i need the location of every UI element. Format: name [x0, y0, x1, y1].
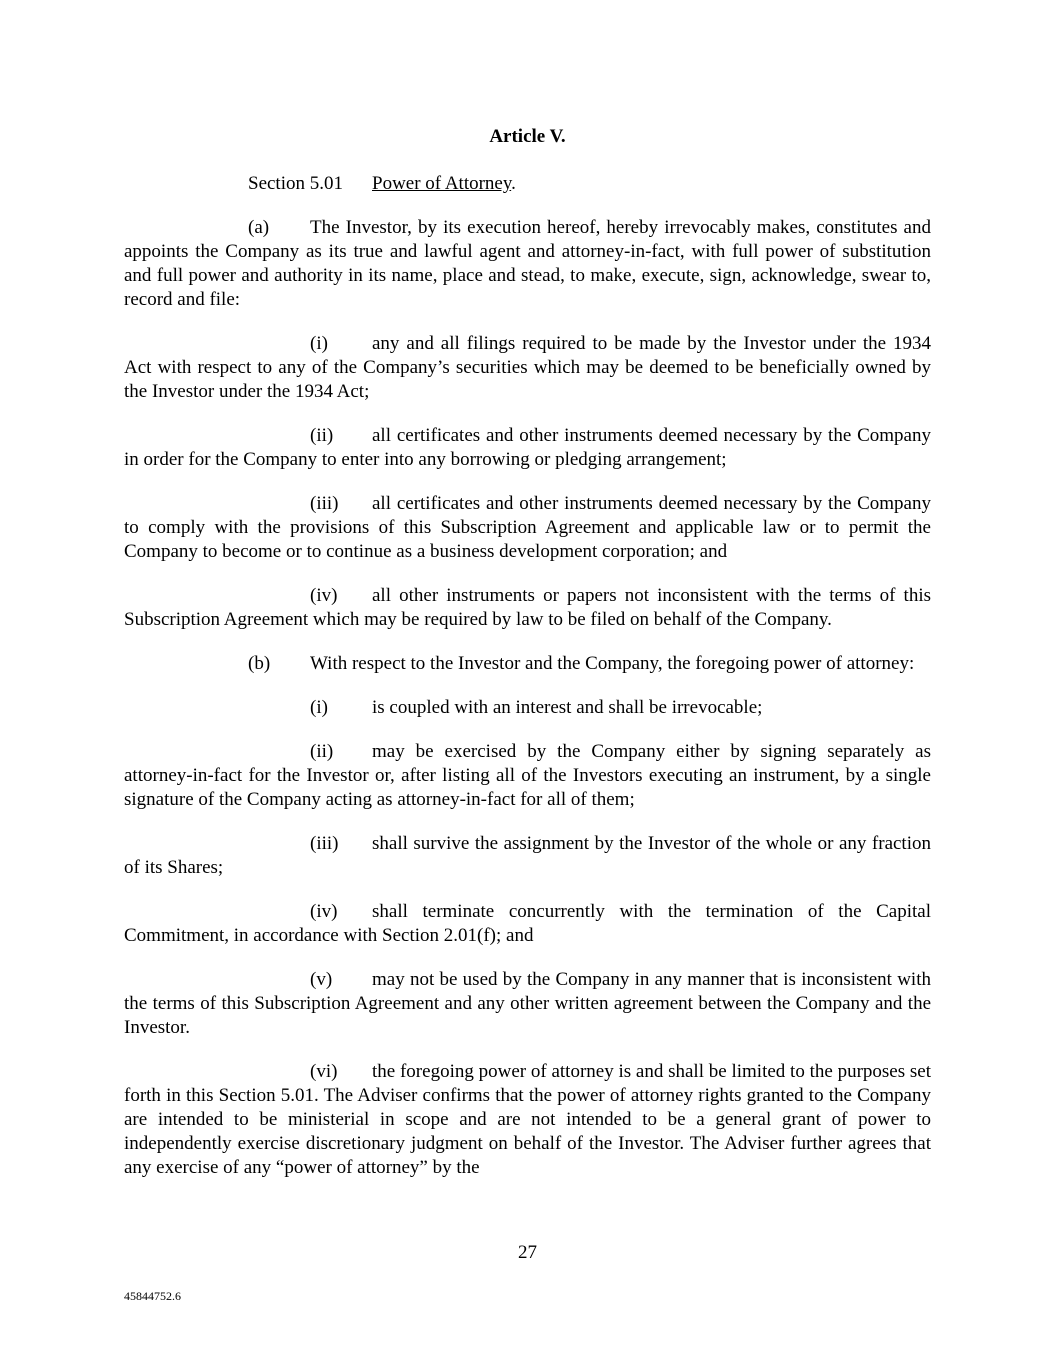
clause-a-i — [124, 332, 931, 404]
clause-b-vi — [124, 1060, 931, 1180]
clause-marker: (ii) — [310, 425, 334, 446]
clause-marker: (iv) — [310, 901, 338, 922]
clause-text: may be exercised by the Company either by signing separately as attorney-in-fact for the Investor or, after listing all of the Investors executing an instrument, by a single signature of the Company acting as attorney-in-fact for all of them; — [124, 741, 931, 810]
section-title-suffix: . — [511, 173, 516, 194]
clause-a-iv — [124, 584, 931, 632]
clause-text: all other instruments or papers not inconsistent with the terms of this Subscription Agreement which may be required by law to be filed on behalf of the Company. — [124, 585, 931, 630]
clause-b-iii — [124, 832, 931, 880]
clause-a-iii — [124, 492, 931, 564]
clause-text: all certificates and other instruments deemed necessary by the Company to comply with the provisions of this Subscription Agreement and applicable law or to permit the Company to become or to continue as a business development corporation; and — [124, 493, 931, 562]
clause-b-v — [124, 968, 931, 1040]
clause-a-ii — [124, 424, 931, 472]
article-title: Article V. — [489, 126, 566, 147]
clause-b — [124, 652, 931, 676]
clause-text: all certificates and other instruments deemed necessary by the Company in order for the Company to enter into any borrowing or pledging arrangement; — [124, 425, 931, 470]
clause-marker: (iv) — [310, 585, 338, 606]
clause-marker: (i) — [310, 697, 328, 718]
clause-b-i — [124, 696, 931, 720]
page-number: 27 — [518, 1242, 537, 1263]
section-body — [124, 216, 931, 1200]
section-number: Section 5.01 — [248, 173, 343, 194]
clause-marker: (vi) — [310, 1061, 338, 1082]
clause-b-ii — [124, 740, 931, 812]
clause-marker: (a) — [248, 217, 270, 238]
clause-text: may not be used by the Company in any manner that is inconsistent with the terms of this Subscription Agreement and any other written agreement between the Company and the Investor. — [124, 969, 931, 1038]
section-title: Power of Attorney — [372, 173, 512, 194]
clause-marker: (v) — [310, 969, 333, 990]
clause-text: With respect to the Investor and the Company, the foregoing power of attorney: — [310, 653, 915, 674]
clause-b-iv — [124, 900, 931, 948]
clause-a — [124, 216, 931, 312]
section-heading — [248, 172, 516, 196]
clause-text: shall terminate concurrently with the termination of the Capital Commitment, in accordance with Section 2.01(f); and — [124, 901, 931, 946]
clause-marker: (i) — [310, 333, 328, 354]
clause-marker: (iii) — [310, 833, 339, 854]
clause-text: shall survive the assignment by the Investor of the whole or any fraction of its Shares; — [124, 833, 931, 878]
clause-text: The Investor, by its execution hereof, hereby irrevocably makes, constitutes and appoints the Company as its true and lawful agent and attorney-in-fact, with full power of substitution and full power and authority in its name, place and stead, to make, execute, sign, acknowledge, swear to, record and file: — [124, 217, 931, 310]
clause-text: is coupled with an interest and shall be irrevocable; — [372, 697, 763, 718]
document-id: 45844752.6 — [124, 1289, 181, 1303]
clause-marker: (b) — [248, 653, 271, 674]
clause-text: the foregoing power of attorney is and shall be limited to the purposes set forth in this Section 5.01. The Adviser confirms that the power of attorney rights granted to the Company are intended to be ministerial in scope and are not intended to be a general grant of power to independently exercise discretionary judgment on behalf of the Investor. The Adviser further agrees that any exercise of any “power of attorney” by the — [124, 1061, 931, 1178]
clause-marker: (ii) — [310, 741, 334, 762]
clause-text: any and all filings required to be made by the Investor under the 1934 Act with respect to any of the Company’s securities which may be deemed to be beneficially owned by the Investor under the 1934 Act; — [124, 333, 931, 402]
clause-marker: (iii) — [310, 493, 339, 514]
